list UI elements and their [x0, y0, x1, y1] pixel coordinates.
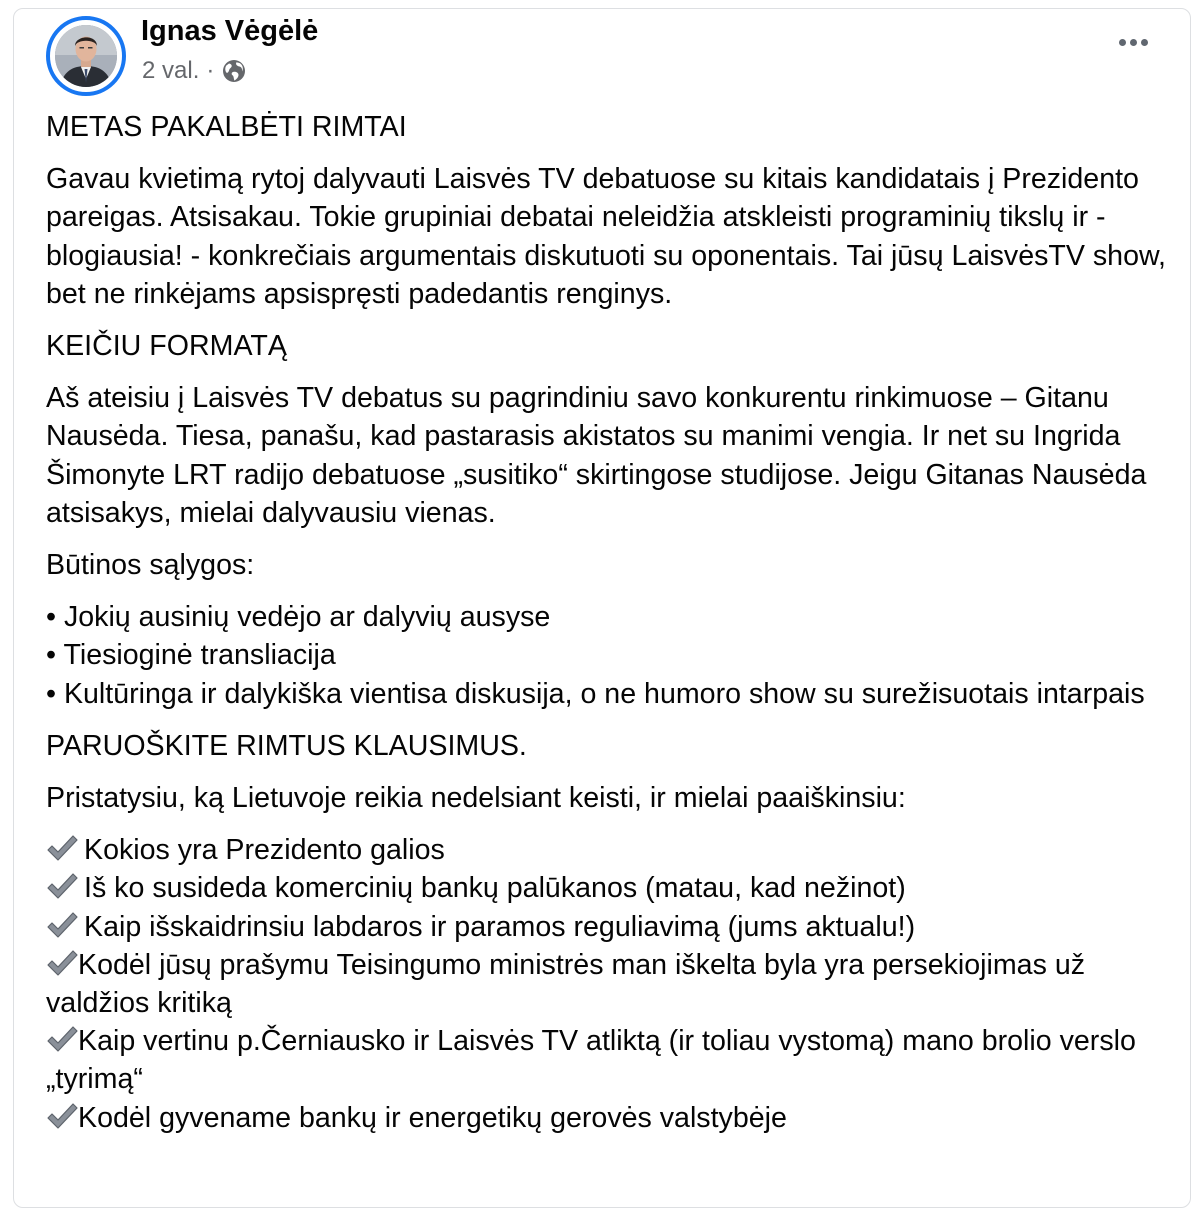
list-item: Kodėl gyvename bankų ir energetikų gerovės valstybėje: [46, 1099, 1171, 1137]
avatar-photo: [55, 25, 117, 87]
meta-separator: ·: [206, 57, 215, 84]
post-paragraph: Aš ateisiu į Laisvės TV debatus su pagrindiniu savo konkurentu rinkimuose – Gitanu Nausėda. Tiesa, panašu, kad pastarasis akistatos su manimi vengia. Ir net su Ingrida Šimonyte LRT radijo debatuose „susitiko“ skirtingose studijose. Jeigu Gitanas Nausėda atsisakys, mielai dalyvausiu vienas.: [46, 382, 1147, 529]
list-item: Kokios yra Prezidento galios: [46, 831, 1171, 869]
post-heading: METAS PAKALBĖTI RIMTAI: [46, 111, 407, 143]
heavy-check-mark-icon: [46, 872, 78, 900]
globe-icon[interactable]: [222, 59, 246, 83]
post-card: [13, 8, 1191, 1208]
post-paragraph: Gavau kvietimą rytoj dalyvauti Laisvės TV debatuose su kitais kandidatais į Prezidento pareigas. Atsisakau. Tokie grupiniai debatai neleidžia atskleisti programinių tikslų ir - blogiausia! - konkrečiais argumentais diskutuoti su oponentais. Tai jūsų LaisvėsTV show, bet ne rinkėjams apsispręsti padedantis renginys.: [46, 163, 1166, 310]
list-item: Kodėl jūsų prašymu Teisingumo ministrės man iškelta byla yra persekiojimas už valdžios kritiką: [46, 948, 1086, 1020]
list-item: Kaip vertinu p.Černiausko ir Laisvės TV atliktą (ir toliau vystomą) mano brolio verslo „tyrimą“: [46, 1025, 1136, 1096]
heavy-check-mark-icon: [46, 1102, 78, 1130]
conditions-title: Būtinos sąlygos:: [46, 549, 255, 582]
heavy-check-mark-icon: [46, 1025, 78, 1053]
post-body: [46, 108, 1171, 1137]
checklist: [46, 831, 1171, 1137]
list-item: • Jokių ausinių vedėjo ar dalyvių ausyse: [46, 601, 551, 634]
heavy-check-mark-icon: [46, 834, 78, 862]
conditions-list: [46, 598, 1171, 713]
list-item: Iš ko susideda komercinių bankų palūkanos (matau, kad nežinot): [46, 869, 1171, 907]
post-meta: [142, 57, 246, 85]
post-heading: PARUOŠKITE RIMTUS KLAUSIMUS.: [46, 729, 527, 762]
heavy-check-mark-icon: [46, 911, 78, 939]
list-item: Kaip išskaidrinsiu labdaros ir paramos reguliavimą (jums aktualu!): [46, 908, 1171, 946]
more-options-icon[interactable]: [1119, 39, 1148, 46]
post-timestamp[interactable]: 2 val.: [142, 57, 200, 84]
post-heading: KEIČIU FORMATĄ: [46, 330, 287, 363]
list-item: • Tiesioginė transliacija: [46, 639, 336, 672]
post-paragraph: Pristatysiu, ką Lietuvoje reikia nedelsiant keisti, ir mielai paaiškinsiu:: [46, 782, 906, 815]
author-name[interactable]: Ignas Vėgėlė: [141, 15, 319, 47]
list-item: • Kultūringa ir dalykiška vientisa diskusija, o ne humoro show su surežisuotais intarpais: [46, 677, 1145, 710]
profile-avatar[interactable]: [46, 16, 126, 96]
heavy-check-mark-icon: [46, 949, 78, 977]
